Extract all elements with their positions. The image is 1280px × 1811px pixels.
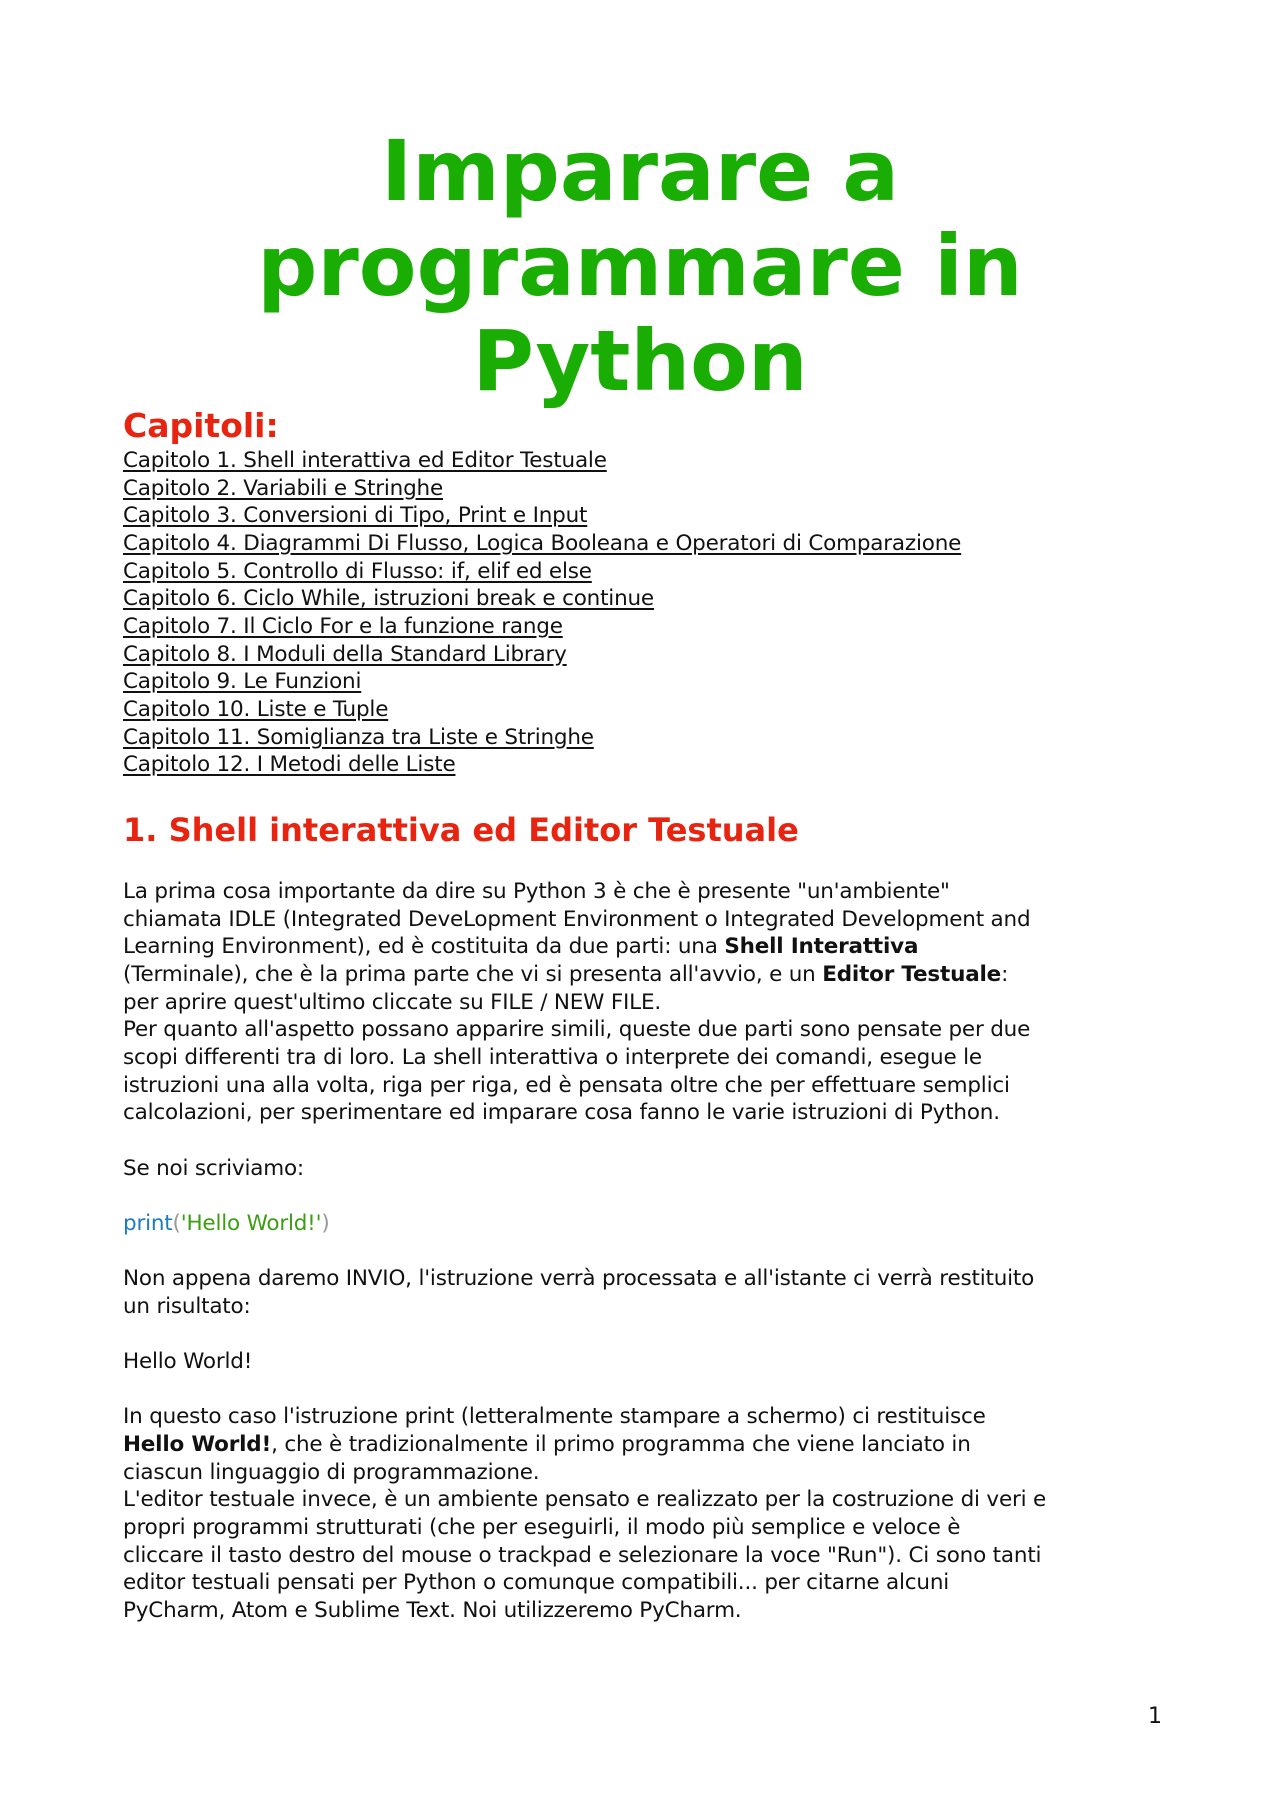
toc-link-12[interactable]: Capitolo 12. I Metodi delle Liste [123, 752, 456, 778]
code-snippet [123, 1210, 1046, 1238]
text-line: istruzioni una alla volta, riga per riga, ed è pensata oltre che per effettuare semplici [123, 1072, 1010, 1098]
text-line: editor testuali pensati per Python o comunque compatibili... per citarne alcuni [123, 1570, 950, 1596]
text: : [1001, 961, 1009, 987]
toc-link-8[interactable]: Capitolo 8. I Moduli della Standard Library [123, 641, 567, 667]
text-line: Non appena daremo INVIO, l'istruzione verrà processata e all'istante ci verrà restituito [123, 1266, 1035, 1292]
code-paren: ) [321, 1210, 330, 1236]
text-line [123, 1431, 1046, 1459]
toc-link-7[interactable]: Capitolo 7. Il Ciclo For e la funzione range [123, 613, 563, 639]
text-line [123, 961, 1046, 989]
title-line: Python [472, 312, 808, 410]
paragraph-intro [123, 878, 1046, 1127]
text: Learning Environment), ed è costituita da due parti: una [123, 934, 725, 960]
title-line: Imparare a [380, 122, 900, 220]
toc-link-1[interactable]: Capitolo 1. Shell interattiva ed Editor Testuale [123, 448, 607, 473]
section-body [123, 878, 1046, 1625]
toc-heading: Capitoli: [123, 406, 279, 445]
toc-link-2[interactable]: Capitolo 2. Variabili e Stringhe [123, 475, 443, 501]
toc-link-5[interactable]: Capitolo 5. Controllo di Flusso: if, elif ed else [123, 558, 592, 584]
text: , che è tradizionalmente il primo programma che viene lanciato in [271, 1432, 971, 1458]
text-line: calcolazioni, per sperimentare ed imparare cosa fanno le varie istruzioni di Python. [123, 1100, 1000, 1126]
bold-text: Hello World! [123, 1432, 272, 1458]
toc-link-4[interactable]: Capitolo 4. Diagrammi Di Flusso, Logica Booleana e Operatori di Comparazione [123, 530, 962, 556]
text-line: L'editor testuale invece, è un ambiente pensato e realizzato per la costruzione di veri e [123, 1487, 1047, 1513]
code-string: 'Hello World!' [180, 1210, 322, 1236]
text-line: per aprire quest'ultimo cliccate su FILE / NEW FILE. [123, 989, 661, 1015]
paragraph: Se noi scriviamo: [123, 1155, 304, 1181]
paragraph [123, 1403, 1046, 1624]
paragraph [123, 1265, 1046, 1320]
text: (Terminale), che è la prima parte che vi si presenta all'avvio, e un [123, 961, 823, 987]
title-line: programmare in [257, 217, 1023, 315]
bold-text: Shell Interattiva [724, 934, 919, 960]
text-line: propri programmi strutturati (che per eseguirli, il modo più semplice e veloce è [123, 1515, 961, 1541]
page-number: 1 [1148, 1704, 1162, 1729]
toc-link-11[interactable]: Capitolo 11. Somiglianza tra Liste e Stringhe [123, 724, 594, 750]
text-line: un risultato: [123, 1293, 251, 1319]
toc-link-6[interactable]: Capitolo 6. Ciclo While, istruzioni break e continue [123, 586, 654, 612]
code-paren: ( [172, 1210, 181, 1236]
text-line: Per quanto all'aspetto possano apparire simili, queste due parti sono pensate per due [123, 1017, 1031, 1043]
text-line: PyCharm, Atom e Sublime Text. Noi utilizzeremo PyCharm. [123, 1597, 742, 1623]
toc-link-10[interactable]: Capitolo 10. Liste e Tuple [123, 696, 389, 722]
text-line: scopi differenti tra di loro. La shell interattiva o interprete dei comandi, esegue le [123, 1044, 982, 1070]
output-text: Hello World! [123, 1349, 253, 1375]
text-line: In questo caso l'istruzione print (letteralmente stampare a schermo) ci restituisce [123, 1404, 986, 1430]
table-of-contents [123, 447, 961, 779]
bold-text: Editor Testuale [822, 961, 1002, 987]
section-heading: 1. Shell interattiva ed Editor Testuale [123, 811, 799, 849]
text-line [123, 933, 1046, 961]
text-line: chiamata IDLE (Integrated DeveLopment Environment o Integrated Development and [123, 906, 1031, 932]
toc-link-3[interactable]: Capitolo 3. Conversioni di Tipo, Print e Input [123, 503, 588, 529]
text-line: ciascun linguaggio di programmazione. [123, 1459, 540, 1485]
code-function: print [123, 1210, 173, 1236]
toc-link-9[interactable]: Capitolo 9. Le Funzioni [123, 669, 362, 695]
document-title [0, 124, 1280, 409]
text-line: La prima cosa importante da dire su Python 3 è che è presente "un'ambiente" [123, 879, 950, 904]
text-line: cliccare il tasto destro del mouse o trackpad e selezionare la voce "Run"). Ci sono tanti [123, 1542, 1042, 1568]
